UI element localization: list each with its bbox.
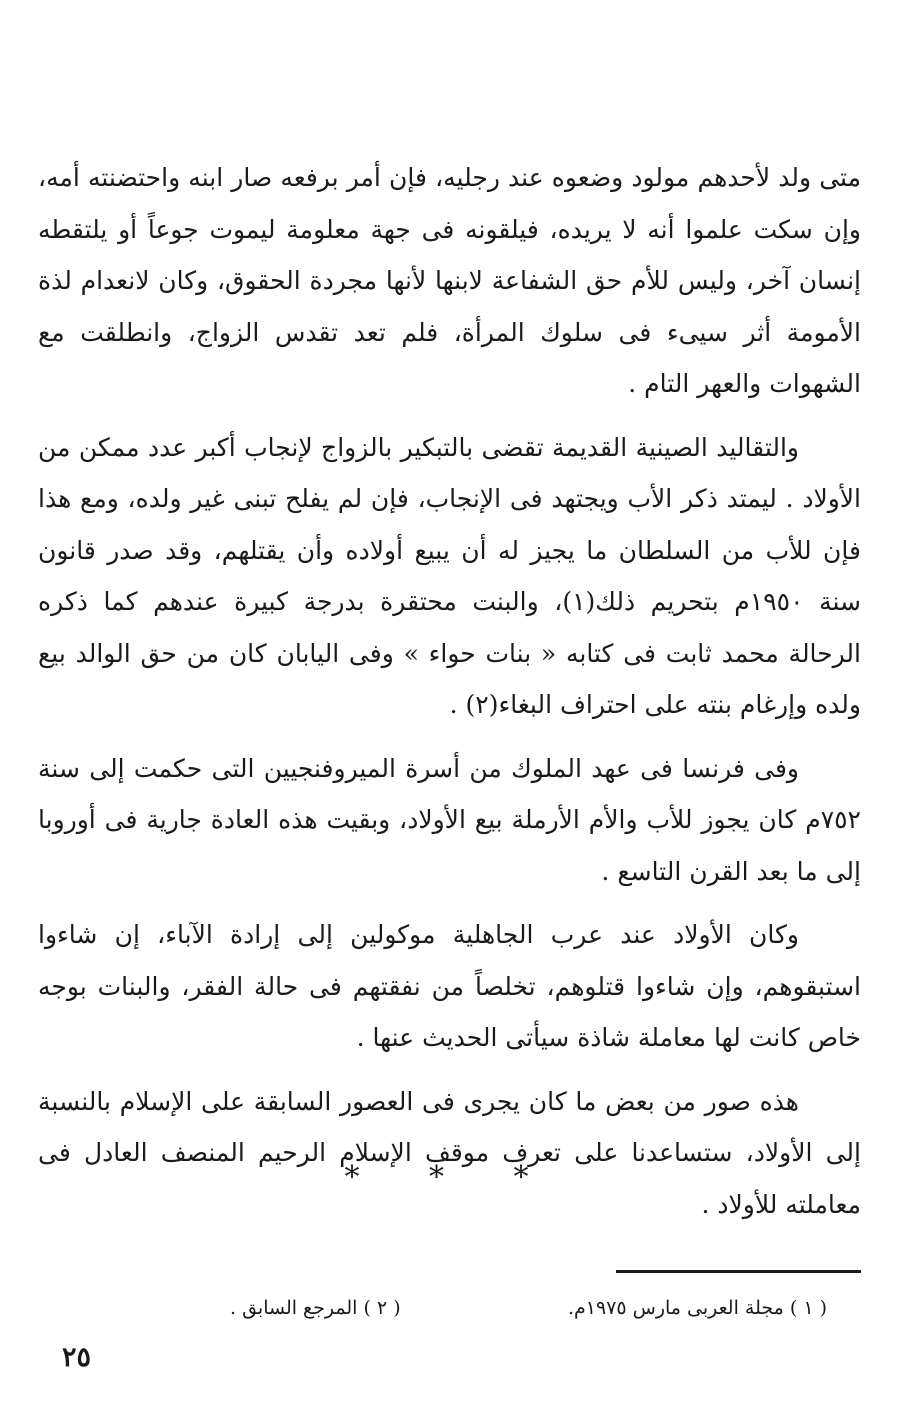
paragraph-france: وفى فرنسا فى عهد الملوك من أسرة الميروفنجيين التى حكمت إلى سنة ٧٥٢م كان يجوز للأب والأم الأرملة بيع الأولاد، وبقيت هذه العادة جارية فى أوروبا إلى ما بعد القرن التاسع . [38, 753, 861, 886]
footnote-2: ( ٢ ) المرجع السابق . [230, 1297, 401, 1319]
footnote-1: ( ١ ) مجلة العربى مارس ١٩٧٥م. [567, 1297, 827, 1319]
paragraph-continuation: متى ولد لأحدهم مولود وضعوه عند رجليه، فإن أمر برفعه صار ابنه واحتضنته أمه، وإن سكت علموا أنه لا يريده، فيلقونه فى جهة معلومة ليموت جوعاً أو يلتقطه إنسان آخر، وليس للأم حق الشفاعة لابنها لأنها مجردة الحقوق، وكان لانعدام لذة الأمومة أثر سيىء فى سلوك المرأة، فلم تعد تقدس الزواج، وانطلقت مع الشهوات والعهر التام . [38, 163, 861, 398]
paragraph-chinese-traditions: والتقاليد الصينية القديمة تقضى بالتبكير بالزواج لإنجاب أكبر عدد ممكن من الأولاد . ليمتد ذكر الأب ويجتهد فى الإنجاب، فإن لم يفلح تبنى غير ولده، ومع هذا فإن للأب من السلطان ما يجيز له أن يبيع أولاده وأن يقتلهم، وقد صدر قانون سنة ١٩٥٠م بتحريم ذلك(١)، والبنت محتقرة بدرجة كبيرة عندهم كما ذكره الرحالة محمد ثابت فى كتابه « بنات حواء » وفى اليابان كان من حق الوالد بيع ولده وإرغام بنته على احتراف البغاء(٢) . [38, 432, 862, 719]
footnote-divider [616, 1270, 861, 1273]
paragraph-arab-jahiliyya: وكان الأولاد عند عرب الجاهلية موكولين إلى إرادة الآباء، إن شاءوا استبقوهم، وإن شاءوا قتلوهم، تخلصاً من نفقتهم فى حالة الفقر، والبنات بوجه خاص كانت لها معاملة شاذة سيأتى الحديث عنها . [38, 920, 861, 1052]
footnotes [230, 1294, 827, 1322]
paragraph-conclusion: هذه صور من بعض ما كان يجرى فى العصور السابقة على الإسلام بالنسبة إلى الأولاد، ستساعدنا على تعرف موقف الإسلام الرحيم المنصف العادل فى معاملته للأولاد . [38, 1086, 861, 1219]
body-text [38, 152, 861, 1242]
page-number: ٢٥ [62, 1342, 92, 1373]
section-separator: * * * [344, 1160, 559, 1195]
